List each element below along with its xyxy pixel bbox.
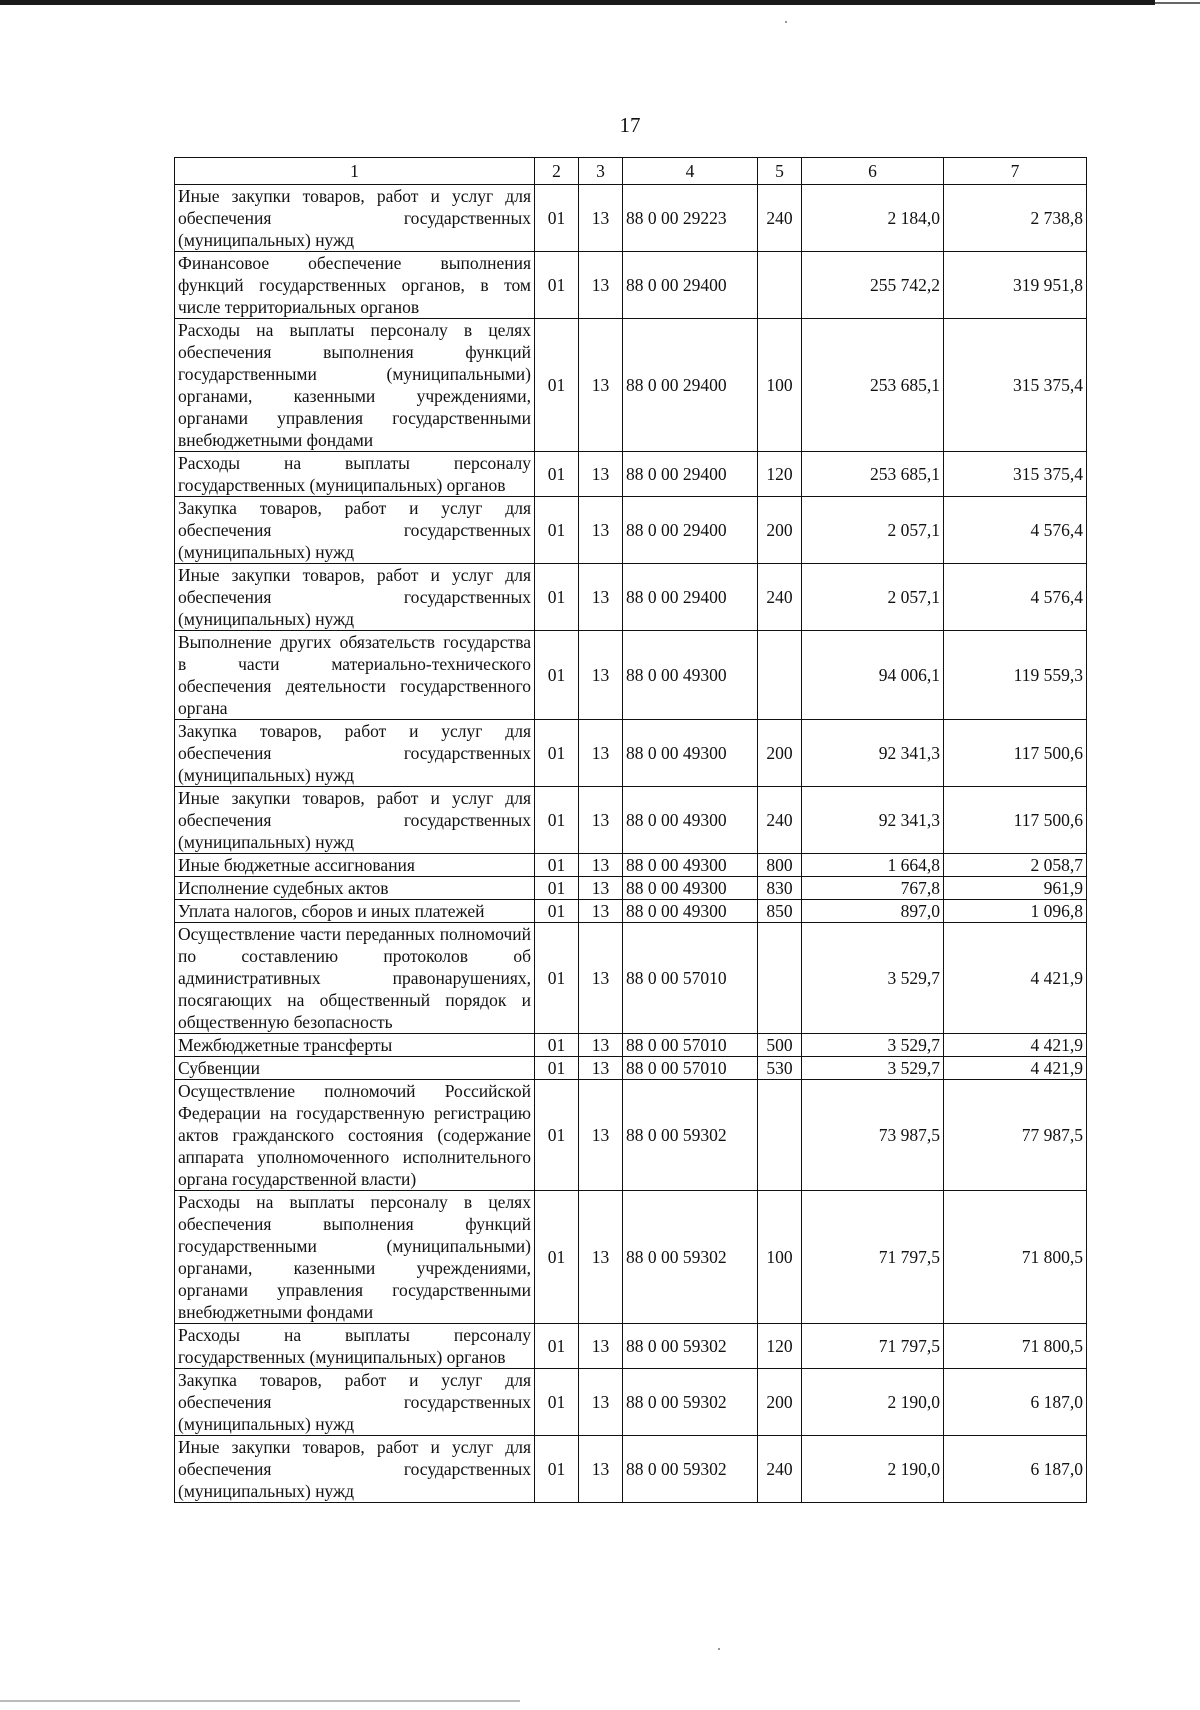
- row-amount-col7: 4 576,4: [944, 564, 1087, 631]
- row-amount-col6: 1 664,8: [802, 854, 944, 877]
- row-amount-col6: 767,8: [802, 877, 944, 900]
- header-col-3: 3: [579, 158, 623, 185]
- scan-top-border-tail: [1155, 2, 1200, 4]
- row-name: Осуществление полномочий Российской Федерации на государственную регистрацию актов гражданского состояния (содержание аппарата уполномоченного исполнительного органа государственной власти): [175, 1080, 535, 1191]
- row-expense-type: 240: [758, 564, 802, 631]
- table-row: [175, 877, 1087, 900]
- row-subsection: 13: [579, 1191, 623, 1324]
- row-amount-col7: 1 096,8: [944, 900, 1087, 923]
- row-subsection: 13: [579, 1034, 623, 1057]
- row-amount-col6: 897,0: [802, 900, 944, 923]
- row-amount-col7: 961,9: [944, 877, 1087, 900]
- table-row: [175, 1057, 1087, 1080]
- row-amount-col7: 117 500,6: [944, 787, 1087, 854]
- row-amount-col7: 71 800,5: [944, 1191, 1087, 1324]
- row-target-article: 88 0 00 59302: [623, 1436, 758, 1503]
- row-name: Уплата налогов, сборов и иных платежей: [175, 900, 535, 923]
- row-name: Расходы на выплаты персоналу государственных (муниципальных) органов: [175, 1324, 535, 1369]
- row-amount-col7: 4 576,4: [944, 497, 1087, 564]
- row-name: Субвенции: [175, 1057, 535, 1080]
- row-target-article: 88 0 00 29400: [623, 319, 758, 452]
- row-expense-type: 240: [758, 787, 802, 854]
- row-subsection: 13: [579, 185, 623, 252]
- row-name: Иные закупки товаров, работ и услуг для обеспечения государственных (муниципальных) нужд: [175, 564, 535, 631]
- row-subsection: 13: [579, 900, 623, 923]
- row-expense-type: 800: [758, 854, 802, 877]
- row-section: 01: [535, 452, 579, 497]
- row-target-article: 88 0 00 59302: [623, 1324, 758, 1369]
- row-subsection: 13: [579, 631, 623, 720]
- row-expense-type: 120: [758, 1324, 802, 1369]
- row-section: 01: [535, 319, 579, 452]
- row-amount-col7: 2 738,8: [944, 185, 1087, 252]
- row-subsection: 13: [579, 1057, 623, 1080]
- row-expense-type: [758, 631, 802, 720]
- header-col-7: 7: [944, 158, 1087, 185]
- row-expense-type: 120: [758, 452, 802, 497]
- row-section: 01: [535, 787, 579, 854]
- row-section: 01: [535, 252, 579, 319]
- row-amount-col6: 2 190,0: [802, 1369, 944, 1436]
- row-section: 01: [535, 1369, 579, 1436]
- row-amount-col6: 255 742,2: [802, 252, 944, 319]
- row-name: Выполнение других обязательств государства в части материально-технического обеспечения деятельности государственного органа: [175, 631, 535, 720]
- row-subsection: 13: [579, 1436, 623, 1503]
- row-target-article: 88 0 00 49300: [623, 787, 758, 854]
- table-row: [175, 452, 1087, 497]
- row-amount-col6: 71 797,5: [802, 1191, 944, 1324]
- row-subsection: 13: [579, 787, 623, 854]
- row-target-article: 88 0 00 49300: [623, 631, 758, 720]
- row-target-article: 88 0 00 29400: [623, 564, 758, 631]
- table-row: [175, 185, 1087, 252]
- table-row: [175, 1034, 1087, 1057]
- row-name: Расходы на выплаты персоналу в целях обеспечения выполнения функций государственными (муниципальными) органами, казенными учреждениями, органами управления государственными внебюджетными фондами: [175, 319, 535, 452]
- row-amount-col6: 2 057,1: [802, 564, 944, 631]
- row-amount-col6: 94 006,1: [802, 631, 944, 720]
- row-name: Расходы на выплаты персоналу в целях обеспечения выполнения функций государственными (муниципальными) органами, казенными учреждениями, органами управления государственными внебюджетными фондами: [175, 1191, 535, 1324]
- scan-bottom-edge: [0, 1700, 520, 1702]
- row-amount-col6: 71 797,5: [802, 1324, 944, 1369]
- row-subsection: 13: [579, 497, 623, 564]
- row-target-article: 88 0 00 57010: [623, 1034, 758, 1057]
- row-subsection: 13: [579, 319, 623, 452]
- row-amount-col6: 3 529,7: [802, 923, 944, 1034]
- row-amount-col7: 4 421,9: [944, 1057, 1087, 1080]
- row-amount-col6: 92 341,3: [802, 720, 944, 787]
- table-row: [175, 631, 1087, 720]
- row-amount-col7: 2 058,7: [944, 854, 1087, 877]
- row-name: Закупка товаров, работ и услуг для обеспечения государственных (муниципальных) нужд: [175, 720, 535, 787]
- row-target-article: 88 0 00 29223: [623, 185, 758, 252]
- table-row: [175, 854, 1087, 877]
- row-expense-type: 200: [758, 1369, 802, 1436]
- row-subsection: 13: [579, 452, 623, 497]
- table-row: [175, 900, 1087, 923]
- row-target-article: 88 0 00 59302: [623, 1080, 758, 1191]
- row-amount-col6: 3 529,7: [802, 1034, 944, 1057]
- row-target-article: 88 0 00 59302: [623, 1191, 758, 1324]
- row-name: Закупка товаров, работ и услуг для обеспечения государственных (муниципальных) нужд: [175, 1369, 535, 1436]
- row-name: Финансовое обеспечение выполнения функций государственных органов, в том числе территориальных органов: [175, 252, 535, 319]
- table-row: [175, 252, 1087, 319]
- table-row: [175, 787, 1087, 854]
- row-expense-type: [758, 252, 802, 319]
- header-col-1: 1: [175, 158, 535, 185]
- row-name: Иные закупки товаров, работ и услуг для обеспечения государственных (муниципальных) нужд: [175, 787, 535, 854]
- row-amount-col7: 6 187,0: [944, 1436, 1087, 1503]
- table-row: [175, 1324, 1087, 1369]
- table-body: [175, 185, 1087, 1503]
- page-number: 17: [619, 113, 641, 137]
- row-expense-type: 530: [758, 1057, 802, 1080]
- row-expense-type: [758, 1080, 802, 1191]
- scan-top-border: [0, 0, 1155, 5]
- row-amount-col7: 319 951,8: [944, 252, 1087, 319]
- row-target-article: 88 0 00 49300: [623, 900, 758, 923]
- row-target-article: 88 0 00 29400: [623, 452, 758, 497]
- row-section: 01: [535, 720, 579, 787]
- row-amount-col7: 77 987,5: [944, 1080, 1087, 1191]
- row-expense-type: 240: [758, 1436, 802, 1503]
- table-row: [175, 497, 1087, 564]
- row-amount-col7: 4 421,9: [944, 1034, 1087, 1057]
- row-expense-type: 500: [758, 1034, 802, 1057]
- row-target-article: 88 0 00 29400: [623, 252, 758, 319]
- budget-table: [174, 157, 1087, 1503]
- row-amount-col7: 4 421,9: [944, 923, 1087, 1034]
- table-row: [175, 1191, 1087, 1324]
- row-subsection: 13: [579, 252, 623, 319]
- row-amount-col6: 2 190,0: [802, 1436, 944, 1503]
- table-row: [175, 1369, 1087, 1436]
- table-row: [175, 1436, 1087, 1503]
- row-subsection: 13: [579, 720, 623, 787]
- row-section: 01: [535, 185, 579, 252]
- scan-speck: [785, 21, 787, 23]
- row-target-article: 88 0 00 29400: [623, 497, 758, 564]
- row-section: 01: [535, 854, 579, 877]
- row-subsection: 13: [579, 1324, 623, 1369]
- row-section: 01: [535, 497, 579, 564]
- row-amount-col7: 6 187,0: [944, 1369, 1087, 1436]
- row-section: 01: [535, 1191, 579, 1324]
- row-amount-col6: 2 184,0: [802, 185, 944, 252]
- row-name: Осуществление части переданных полномочий по составлению протоколов об административных правонарушениях, посягающих на общественный порядок и общественную безопасность: [175, 923, 535, 1034]
- row-target-article: 88 0 00 57010: [623, 923, 758, 1034]
- row-amount-col7: 119 559,3: [944, 631, 1087, 720]
- row-amount-col6: 253 685,1: [802, 319, 944, 452]
- table-row: [175, 1080, 1087, 1191]
- row-amount-col7: 315 375,4: [944, 319, 1087, 452]
- row-target-article: 88 0 00 59302: [623, 1369, 758, 1436]
- row-section: 01: [535, 877, 579, 900]
- header-col-2: 2: [535, 158, 579, 185]
- row-amount-col6: 92 341,3: [802, 787, 944, 854]
- row-section: 01: [535, 1057, 579, 1080]
- row-expense-type: 850: [758, 900, 802, 923]
- table-row: [175, 923, 1087, 1034]
- header-col-5: 5: [758, 158, 802, 185]
- row-section: 01: [535, 564, 579, 631]
- row-section: 01: [535, 1324, 579, 1369]
- table-row: [175, 720, 1087, 787]
- row-subsection: 13: [579, 854, 623, 877]
- row-expense-type: 200: [758, 720, 802, 787]
- row-target-article: 88 0 00 49300: [623, 877, 758, 900]
- row-expense-type: 100: [758, 319, 802, 452]
- row-expense-type: 830: [758, 877, 802, 900]
- row-name: Расходы на выплаты персоналу государственных (муниципальных) органов: [175, 452, 535, 497]
- row-section: 01: [535, 1034, 579, 1057]
- row-name: Иные закупки товаров, работ и услуг для обеспечения государственных (муниципальных) нужд: [175, 1436, 535, 1503]
- row-expense-type: 200: [758, 497, 802, 564]
- row-section: 01: [535, 923, 579, 1034]
- row-amount-col6: 73 987,5: [802, 1080, 944, 1191]
- row-section: 01: [535, 631, 579, 720]
- row-subsection: 13: [579, 564, 623, 631]
- table-row: [175, 319, 1087, 452]
- row-section: 01: [535, 1080, 579, 1191]
- scan-speck: [718, 1648, 720, 1650]
- row-target-article: 88 0 00 49300: [623, 854, 758, 877]
- header-col-6: 6: [802, 158, 944, 185]
- row-subsection: 13: [579, 923, 623, 1034]
- row-name: Исполнение судебных актов: [175, 877, 535, 900]
- row-subsection: 13: [579, 877, 623, 900]
- row-amount-col6: 2 057,1: [802, 497, 944, 564]
- row-amount-col7: 315 375,4: [944, 452, 1087, 497]
- row-target-article: 88 0 00 49300: [623, 720, 758, 787]
- row-name: Иные закупки товаров, работ и услуг для обеспечения государственных (муниципальных) нужд: [175, 185, 535, 252]
- row-expense-type: [758, 923, 802, 1034]
- row-section: 01: [535, 900, 579, 923]
- row-expense-type: 240: [758, 185, 802, 252]
- header-col-4: 4: [623, 158, 758, 185]
- row-name: Иные бюджетные ассигнования: [175, 854, 535, 877]
- row-expense-type: 100: [758, 1191, 802, 1324]
- row-target-article: 88 0 00 57010: [623, 1057, 758, 1080]
- row-name: Межбюджетные трансферты: [175, 1034, 535, 1057]
- row-subsection: 13: [579, 1080, 623, 1191]
- row-name: Закупка товаров, работ и услуг для обеспечения государственных (муниципальных) нужд: [175, 497, 535, 564]
- row-amount-col6: 253 685,1: [802, 452, 944, 497]
- row-amount-col7: 71 800,5: [944, 1324, 1087, 1369]
- row-amount-col7: 117 500,6: [944, 720, 1087, 787]
- table-row: [175, 564, 1087, 631]
- row-amount-col6: 3 529,7: [802, 1057, 944, 1080]
- row-subsection: 13: [579, 1369, 623, 1436]
- row-section: 01: [535, 1436, 579, 1503]
- table-header-row: [175, 158, 1087, 185]
